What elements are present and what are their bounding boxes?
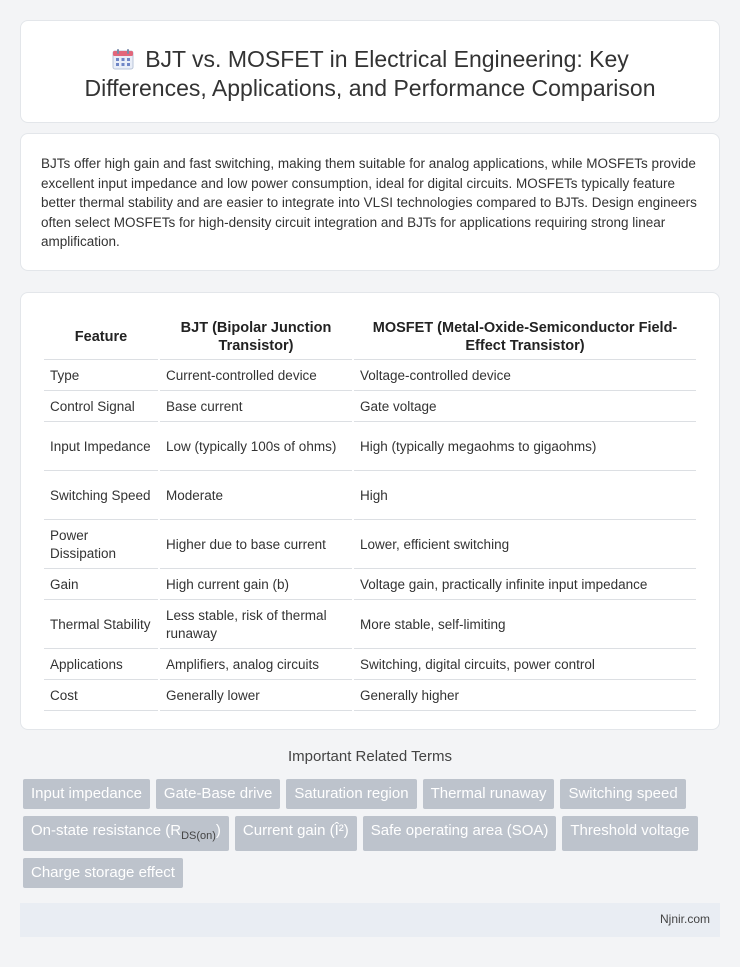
header-feature: Feature <box>44 315 158 360</box>
header-mosfet: MOSFET (Metal-Oxide-Semiconductor Field-Effect Transistor) <box>354 315 696 360</box>
feature-cell: Gain <box>44 571 158 600</box>
bjt-cell: Base current <box>160 393 352 422</box>
feature-cell: Input Impedance <box>44 424 158 471</box>
bjt-cell: Low (typically 100s of ohms) <box>160 424 352 471</box>
tag-current-gain[interactable]: Current gain (Î²) <box>235 816 357 851</box>
feature-cell: Control Signal <box>44 393 158 422</box>
tag-on-state-resistance-text: On-state resistance (R <box>31 822 182 839</box>
table-row <box>44 362 696 391</box>
feature-cell: Type <box>44 362 158 391</box>
related-terms-title: Important Related Terms <box>288 748 452 765</box>
mosfet-cell: Gate voltage <box>354 393 696 422</box>
mosfet-cell: High (typically megaohms to gigaohms) <box>354 424 696 471</box>
mosfet-cell: Voltage-controlled device <box>354 362 696 391</box>
mosfet-cell: Switching, digital circuits, power control <box>354 651 696 680</box>
table-row <box>44 522 696 569</box>
table-row <box>44 473 696 520</box>
mosfet-cell: More stable, self-limiting <box>354 602 696 649</box>
tag-safe-operating-area[interactable]: Safe operating area (SOA) <box>363 816 557 851</box>
bjt-cell: High current gain (b) <box>160 571 352 600</box>
summary-text: BJTs offer high gain and fast switching, making them suitable for analog applications, while MOSFETs provide excellent input impedance and low power consumption, ideal for digital circuits. MOSFETs typically feature better thermal stability and are easier to integrate into VLSI technologies compared to BJTs. Design engineers often select MOSFETs for high-density circuit integration and BJTs for applications requiring strong linear amplification. <box>41 156 697 249</box>
summary-card <box>20 133 720 271</box>
feature-cell: Applications <box>44 651 158 680</box>
bjt-cell: Less stable, risk of thermal runaway <box>160 602 352 649</box>
bjt-cell: Higher due to base current <box>160 522 352 569</box>
bjt-cell: Current-controlled device <box>160 362 352 391</box>
feature-cell: Power Dissipation <box>44 522 158 569</box>
tag-switching-speed[interactable]: Switching speed <box>560 779 685 809</box>
tag-input-impedance[interactable]: Input impedance <box>23 779 150 809</box>
table-row <box>44 571 696 600</box>
bjt-cell: Amplifiers, analog circuits <box>160 651 352 680</box>
feature-cell: Switching Speed <box>44 473 158 520</box>
header-bjt: BJT (Bipolar Junction Transistor) <box>160 315 352 360</box>
page-title-text: BJT vs. MOSFET in Electrical Engineering: Key Differences, Applications, and Performance Comparison <box>84 46 656 101</box>
related-terms-section <box>20 748 720 895</box>
mosfet-cell: High <box>354 473 696 520</box>
title-card <box>20 20 720 123</box>
feature-cell: Cost <box>44 682 158 711</box>
bjt-cell: Moderate <box>160 473 352 520</box>
comparison-table <box>42 313 698 713</box>
page-title <box>21 45 719 103</box>
footer <box>20 903 720 937</box>
tag-saturation-region[interactable]: Saturation region <box>286 779 416 809</box>
table-row <box>44 424 696 471</box>
mosfet-cell: Voltage gain, practically infinite input impedance <box>354 571 696 600</box>
tag-gate-base-drive[interactable]: Gate-Base drive <box>156 779 280 809</box>
calendar-icon <box>111 47 135 71</box>
bjt-cell: Generally lower <box>160 682 352 711</box>
tag-thermal-runaway[interactable]: Thermal runaway <box>423 779 555 809</box>
feature-cell: Thermal Stability <box>44 602 158 649</box>
mosfet-cell: Lower, efficient switching <box>354 522 696 569</box>
mosfet-cell: Generally higher <box>354 682 696 711</box>
tag-on-state-resistance-close: ) <box>215 822 221 839</box>
tag-charge-storage-effect[interactable]: Charge storage effect <box>23 858 183 888</box>
tag-threshold-voltage[interactable]: Threshold voltage <box>562 816 697 851</box>
tag-on-state-resistance-subscript: DS(on) <box>181 830 216 842</box>
related-terms-tags <box>20 779 720 895</box>
table-row <box>44 602 696 649</box>
table-row <box>44 682 696 711</box>
tag-on-state-resistance[interactable] <box>23 816 229 851</box>
comparison-table-card <box>20 292 720 730</box>
table-row <box>44 651 696 680</box>
table-header-row <box>44 315 696 360</box>
footer-site-link[interactable]: Njnir.com <box>659 912 710 926</box>
table-row <box>44 393 696 422</box>
